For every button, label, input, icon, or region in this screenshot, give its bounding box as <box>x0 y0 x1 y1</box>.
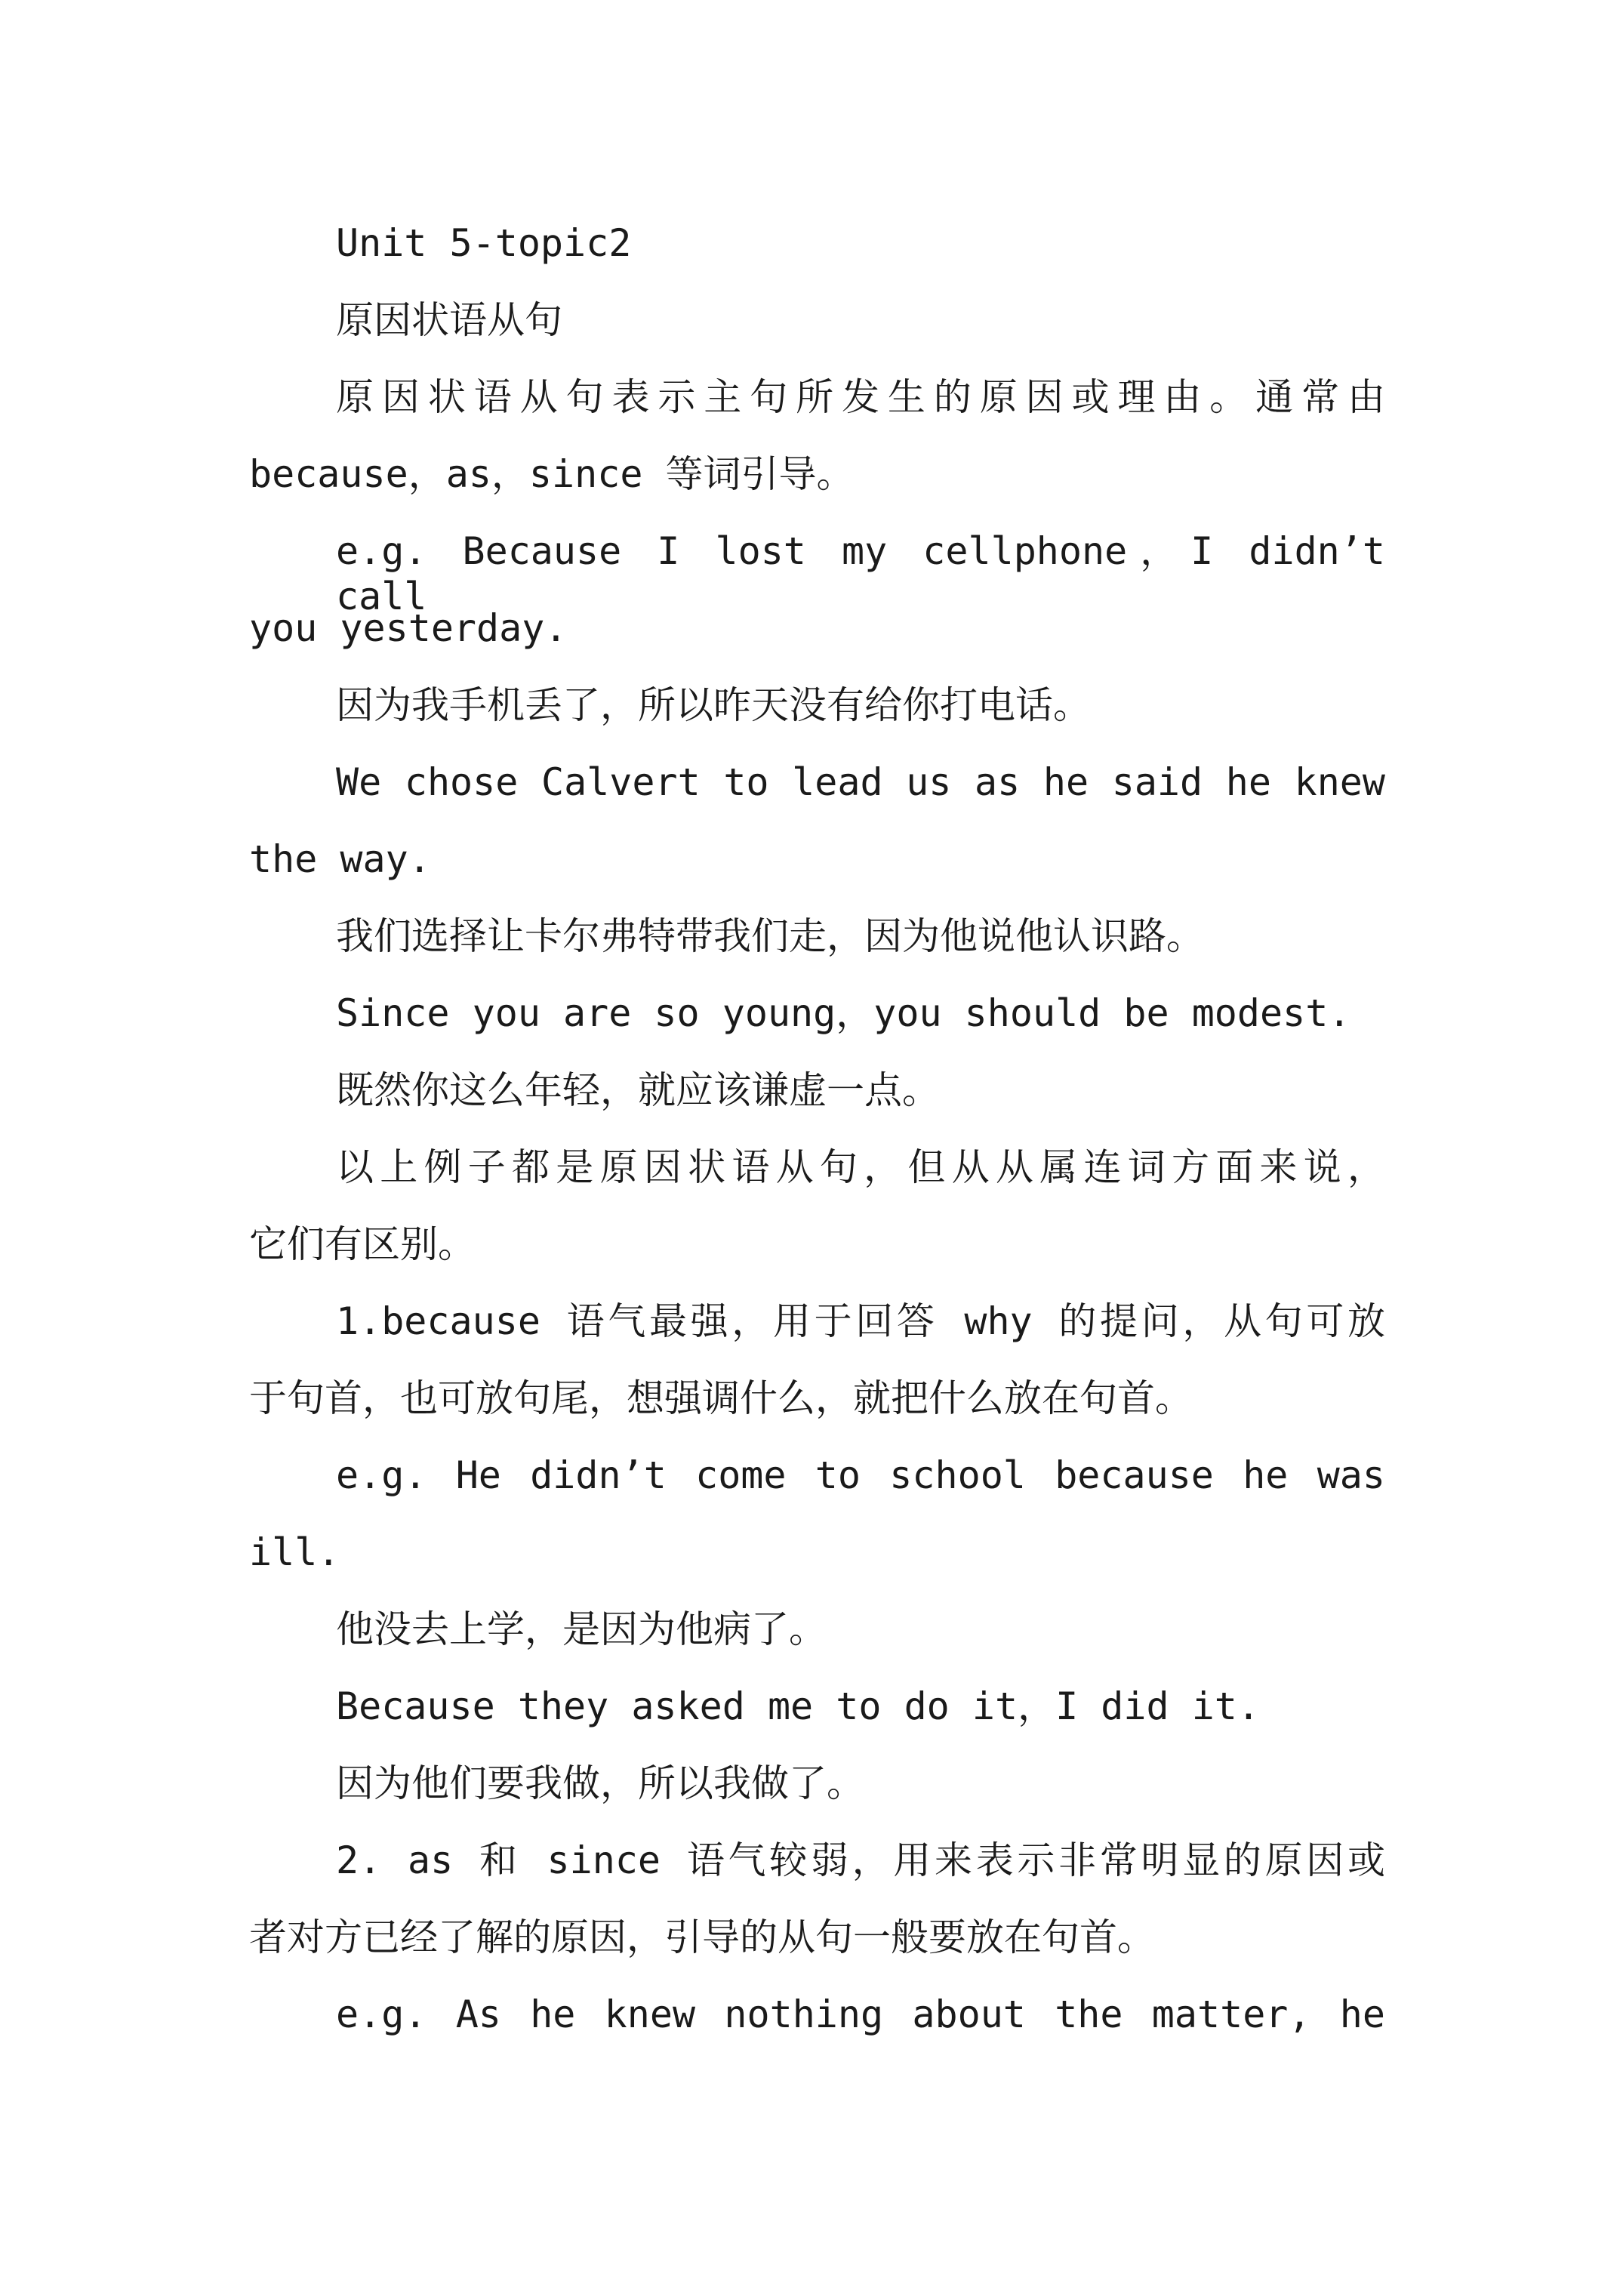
paragraph-line: 1.because 语气最强，用于回答 why 的提问，从句可放 <box>336 1299 1385 1343</box>
paragraph-line: e.g. He didn’t come to school because he was <box>336 1453 1385 1497</box>
paragraph-line: ill. <box>249 1530 340 1574</box>
paragraph-line: 我们选择让卡尔弗特带我们走，因为他说他认识路。 <box>336 914 1204 958</box>
paragraph-line: 因为我手机丢了，所以昨天没有给你打电话。 <box>336 683 1091 727</box>
paragraph-line: 他没去上学，是因为他病了。 <box>336 1607 827 1651</box>
paragraph-line: We chose Calvert to lead us as he said he knew <box>336 760 1385 804</box>
paragraph-line: 因为他们要我做，所以我做了。 <box>336 1761 864 1805</box>
paragraph-line: e.g. As he knew nothing about the matter, he <box>336 1992 1385 2036</box>
paragraph-line: 以上例子都是原因状语从句，但从从属连词方面来说， <box>336 1145 1385 1189</box>
paragraph-line: because，as，since 等词引导。 <box>249 452 855 496</box>
document-title: Unit 5-topic2 <box>336 221 632 265</box>
paragraph-line: Because they asked me to do it，I did it. <box>336 1684 1260 1728</box>
paragraph-line: you yesterday. <box>249 606 568 650</box>
paragraph-line: the way. <box>249 837 431 881</box>
paragraph-line: 于句首，也可放句尾，想强调什么，就把什么放在句首。 <box>249 1376 1193 1420</box>
paragraph-line: 2. as 和 since 语气较弱，用来表示非常明显的原因或 <box>336 1838 1385 1882</box>
paragraph-line: 原因状语从句表示主句所发生的原因或理由。通常由 <box>336 375 1385 419</box>
paragraph-line: 者对方已经了解的原因，引导的从句一般要放在句首。 <box>249 1915 1155 1959</box>
paragraph-line: 既然你这么年轻，就应该谦虚一点。 <box>336 1068 940 1112</box>
paragraph-line: 它们有区别。 <box>249 1222 476 1266</box>
paragraph-line: e.g. Because I lost my cellphone，I didn’t call <box>336 529 1385 618</box>
paragraph-line: Since you are so young，you should be modest. <box>336 991 1351 1035</box>
section-heading: 原因状语从句 <box>336 298 562 342</box>
